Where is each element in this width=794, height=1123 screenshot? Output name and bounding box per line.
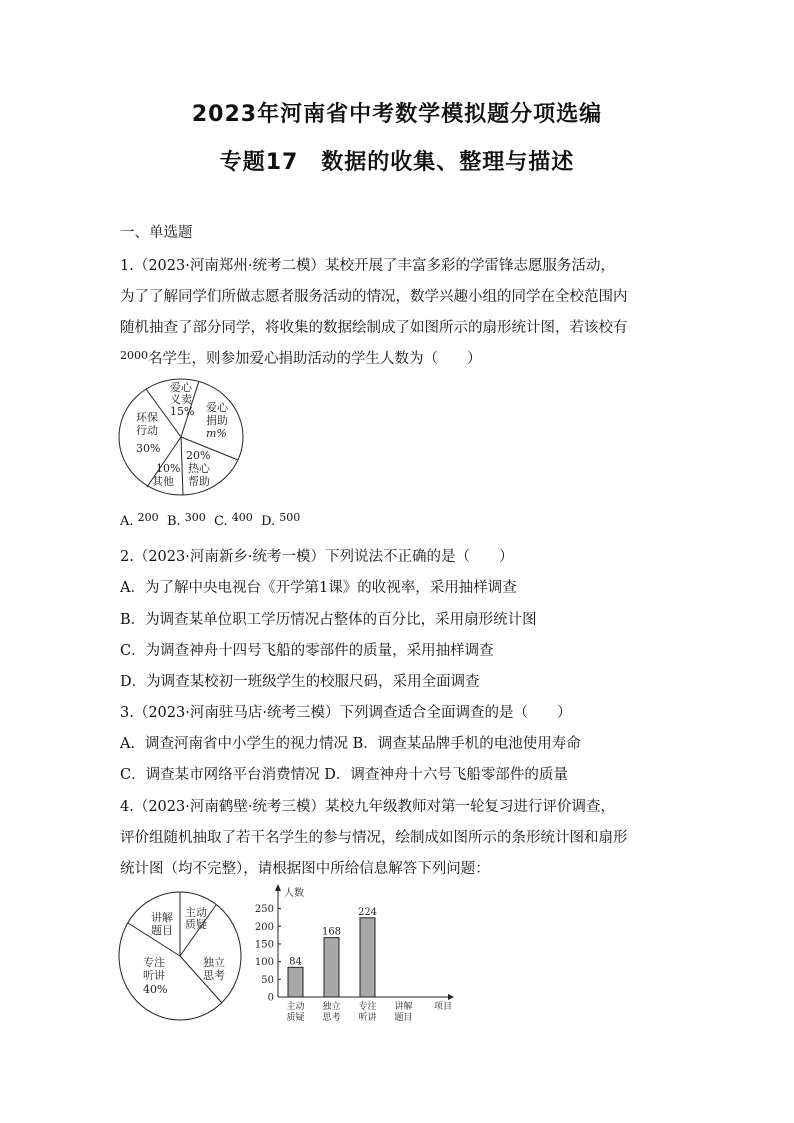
bar-chart xyxy=(250,884,470,1026)
x-tick-label: 质疑 xyxy=(286,1013,305,1023)
pie1-value: 30% xyxy=(136,442,161,455)
bar xyxy=(288,967,303,997)
q1-stem-line1: 1.（2023·河南郑州·统考二模）某校开展了丰富多彩的学雷锋志愿服务活动， xyxy=(120,258,615,274)
y-tick-label: 150 xyxy=(254,939,274,951)
page-title: 2023年河南省中考数学模拟题分项选编 xyxy=(191,102,603,127)
x-tick-label: 思考 xyxy=(322,1013,341,1023)
x-tick-label: 题目 xyxy=(394,1013,413,1023)
option-value: 500 xyxy=(279,511,301,524)
x-tick-label: 专注 xyxy=(358,1002,377,1012)
option-letter: C. xyxy=(214,514,228,529)
pie1-label: 环保 xyxy=(136,411,158,424)
y-tick-label: 100 xyxy=(254,957,274,969)
q1-option-c[interactable] xyxy=(214,511,253,529)
pie2-label: 独立 xyxy=(203,956,225,969)
pie-chart-2 xyxy=(118,888,248,1023)
option-value: 400 xyxy=(231,511,253,524)
pie1-label: 义卖 xyxy=(170,393,192,406)
q1-stem-line2: 为了了解同学们所做志愿者服务活动的情况，数学兴趣小组的同学在全校范围内 xyxy=(120,289,628,305)
pie2-value: 40% xyxy=(143,983,168,996)
q2-stem: 2.（2023·河南新乡·统考一模）下列说法不正确的是（ ） xyxy=(120,549,514,565)
pie1-value: 15% xyxy=(170,405,195,418)
option-letter: B. xyxy=(166,514,181,529)
q3-options-cd[interactable]: C．调查某市网络平台消费情况 D．调查神舟十六号飞船零部件的质量 xyxy=(120,767,568,783)
q1-option-a[interactable] xyxy=(120,511,159,529)
q4-stem-line2: 评价组随机抽取了若干名学生的参与情况，绘制成如图所示的条形统计图和扇形 xyxy=(120,830,628,846)
x-axis-arrow xyxy=(448,994,454,1000)
bar xyxy=(324,938,339,997)
pie2-label: 思考 xyxy=(203,969,225,982)
q2-option-b[interactable]: B．为调查某单位职工学历情况占整体的百分比，采用扇形统计图 xyxy=(120,612,537,628)
bar-value-label: 84 xyxy=(289,956,302,968)
q1-options xyxy=(120,511,301,529)
q4-stem-line1: 4.（2023·河南鹤壁·统考三模）某校九年级教师对第一轮复习进行评价调查， xyxy=(120,799,615,815)
q1-stem-line4 xyxy=(120,347,482,368)
pie1-value: m% xyxy=(206,427,227,440)
pie1-label: 行动 xyxy=(136,424,158,437)
pie1-value: 10% xyxy=(156,462,181,475)
pie1-label: 爱心 xyxy=(170,381,192,394)
pie1-divider xyxy=(181,437,183,495)
bar-value-label: 224 xyxy=(357,906,378,918)
pie-chart-1 xyxy=(118,378,248,498)
x-tick-label: 主动 xyxy=(286,1002,305,1012)
y-axis-label: 人数 xyxy=(284,888,304,899)
x-axis-label: 项目 xyxy=(434,1002,453,1012)
q4-stem-line3: 统计图（均不完整），请根据图中所给信息解答下列问题： xyxy=(120,861,490,877)
q1-option-b[interactable] xyxy=(166,511,206,529)
y-axis-arrow xyxy=(275,884,281,891)
option-value: 200 xyxy=(137,511,159,524)
pie1-label: 帮助 xyxy=(188,475,210,488)
pie2-label: 题目 xyxy=(151,924,173,937)
y-tick-label: 200 xyxy=(254,921,274,933)
x-tick-label: 听讲 xyxy=(358,1013,377,1023)
option-letter: A. xyxy=(120,514,134,529)
q3-options-ab[interactable]: A．调查河南省中小学生的视力情况 B．调查某品牌手机的电池使用寿命 xyxy=(120,736,581,752)
pie1-label: 热心 xyxy=(188,462,210,475)
x-tick-label: 讲解 xyxy=(394,1002,413,1012)
q2-option-a[interactable]: A．为了解中央电视台《开学第1课》的收视率，采用抽样调查 xyxy=(120,580,517,596)
pie1-value: 20% xyxy=(186,449,211,462)
bar xyxy=(360,918,375,997)
pie2-label: 听讲 xyxy=(143,969,165,982)
option-letter: D. xyxy=(261,514,276,529)
q2-option-c[interactable]: C．为调查神舟十四号飞船的零部件的质量，采用抽样调查 xyxy=(120,643,494,659)
x-tick-label: 独立 xyxy=(322,1002,341,1012)
pie1-label: 爱心 xyxy=(206,401,228,414)
q3-stem: 3.（2023·河南驻马店·统考三模）下列调查适合全面调查的是（ ） xyxy=(120,705,572,721)
section-heading: 一、单选题 xyxy=(120,225,193,241)
pie2-label: 主动 xyxy=(185,906,207,919)
pie2-label: 讲解 xyxy=(151,911,173,924)
q1-stem-line4-text: 名学生，则参加爱心捐助活动的学生人数为（ ） xyxy=(148,351,482,367)
bar-value-label: 168 xyxy=(321,926,342,938)
q1-number: 2000 xyxy=(120,349,148,362)
y-tick-label: 50 xyxy=(261,974,274,986)
pie2-label: 专注 xyxy=(143,956,165,969)
page-subtitle: 专题17 数据的收集、整理与描述 xyxy=(219,150,575,175)
y-tick-label: 0 xyxy=(267,992,274,1004)
pie1-label: 其他 xyxy=(152,475,174,488)
pie2-label: 质疑 xyxy=(185,918,207,931)
pie1-label: 捐助 xyxy=(206,414,228,427)
option-value: 300 xyxy=(184,511,206,524)
q1-option-d[interactable] xyxy=(261,511,301,529)
y-tick-label: 250 xyxy=(254,904,274,916)
q1-stem-line3: 随机抽查了部分同学，将收集的数据绘制成了如图所示的扇形统计图，若该校有 xyxy=(120,320,628,336)
q2-option-d[interactable]: D．为调查某校初一班级学生的校服尺码，采用全面调查 xyxy=(120,674,480,690)
